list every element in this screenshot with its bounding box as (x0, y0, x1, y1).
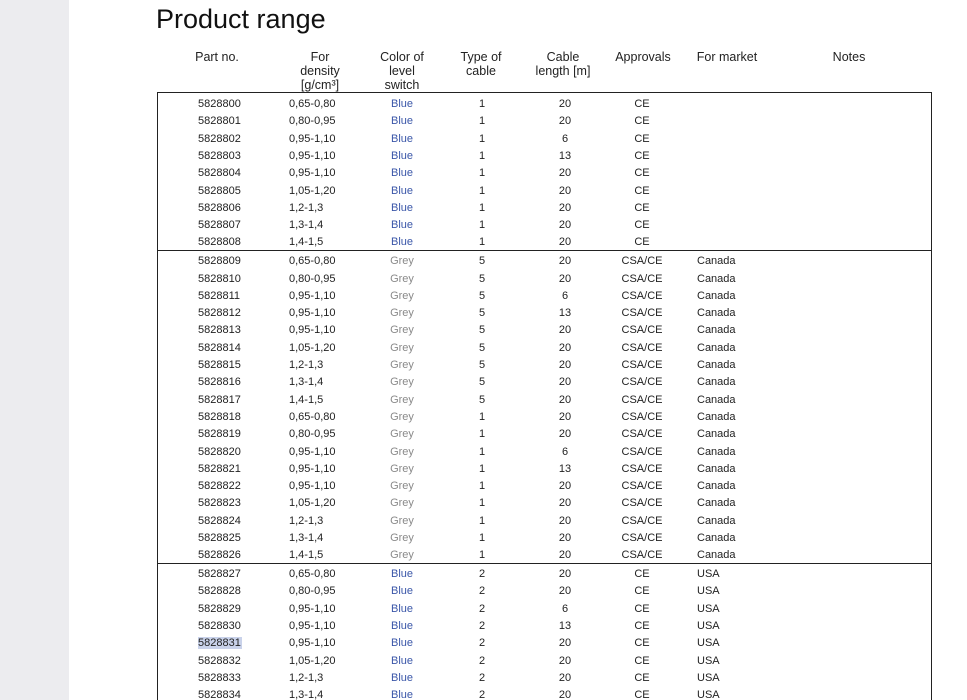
part-number-cell: 5828821 (198, 462, 241, 475)
cable-type-cell: 2 (478, 585, 486, 598)
cable-type-cell: 1 (478, 549, 486, 562)
cable-length-cell: 20 (558, 115, 572, 128)
density-cell: 1,05-1,20 (289, 341, 336, 354)
cable-type-cell: 2 (478, 568, 486, 581)
header-cable-length: Cable length [m] (535, 50, 591, 78)
approvals-cell: CE (634, 654, 650, 667)
market-cell: Canada (697, 307, 736, 320)
cable-length-cell: 20 (558, 671, 572, 684)
market-cell: Canada (697, 549, 736, 562)
cable-length-cell: 20 (558, 201, 572, 214)
cable-length-cell: 20 (558, 236, 572, 249)
approvals-cell: CE (634, 132, 650, 145)
cable-length-cell: 20 (558, 532, 572, 544)
cable-length-cell: 20 (558, 514, 572, 527)
market-cell: Canada (697, 359, 736, 371)
color-cell: Grey (390, 393, 414, 406)
part-number-cell: 5828834 (198, 689, 241, 700)
part-number-cell: 5828823 (198, 497, 241, 510)
density-cell: 1,4-1,5 (289, 393, 324, 406)
cable-length-cell: 20 (558, 255, 572, 268)
cable-length-cell: 20 (558, 184, 572, 197)
header-notes: Notes (832, 50, 866, 64)
density-cell: 1,2-1,3 (289, 201, 324, 214)
color-cell: Grey (390, 376, 414, 389)
density-cell: 1,05-1,20 (289, 184, 336, 197)
approvals-cell: CSA/CE (621, 480, 663, 493)
cable-type-cell: 5 (478, 307, 486, 320)
part-number-cell: 5828803 (198, 149, 241, 162)
table-row (158, 565, 931, 582)
density-cell: 0,65-0,80 (289, 568, 336, 581)
cable-type-cell: 1 (478, 115, 486, 128)
table-row (158, 652, 931, 669)
approvals-cell: CSA/CE (621, 324, 663, 337)
density-cell: 1,05-1,20 (289, 654, 336, 667)
density-cell: 0,95-1,10 (289, 620, 336, 632)
table-row (158, 686, 931, 700)
cable-type-cell: 1 (478, 184, 486, 197)
market-cell: Canada (697, 255, 736, 268)
table-row (158, 164, 931, 181)
part-number-cell: 5828833 (198, 671, 241, 684)
cable-type-cell: 5 (478, 289, 486, 302)
table-row (158, 182, 931, 199)
cable-type-cell: 1 (478, 410, 486, 423)
table-row (158, 356, 931, 373)
market-cell: USA (697, 585, 720, 598)
cable-length-cell: 20 (558, 393, 572, 406)
table-row (158, 669, 931, 686)
table-row (158, 147, 931, 164)
part-number-cell: 5828800 (198, 98, 241, 110)
table-row (158, 443, 931, 460)
color-cell: Blue (390, 671, 414, 684)
approvals-cell: CE (634, 167, 650, 180)
approvals-cell: CE (634, 689, 650, 700)
cable-length-cell: 20 (558, 272, 572, 285)
cable-length-cell: 20 (558, 324, 572, 337)
approvals-cell: CE (634, 236, 650, 249)
cable-length-cell: 6 (561, 602, 569, 615)
color-cell: Blue (390, 236, 414, 249)
color-cell: Grey (390, 497, 414, 510)
cable-type-cell: 2 (478, 689, 486, 700)
cable-length-cell: 20 (558, 359, 572, 371)
part-number-cell: 5828824 (198, 514, 241, 527)
approvals-cell: CSA/CE (621, 255, 663, 268)
table-row (158, 373, 931, 390)
density-cell: 0,95-1,10 (289, 602, 336, 615)
cable-type-cell: 2 (478, 602, 486, 615)
density-cell: 1,05-1,20 (289, 497, 336, 510)
part-number-cell: 5828814 (198, 341, 241, 354)
cable-length-cell: 13 (558, 307, 572, 320)
density-cell: 0,80-0,95 (289, 115, 336, 128)
color-cell: Grey (390, 324, 414, 337)
part-number-cell: 5828805 (198, 184, 241, 197)
color-cell: Grey (390, 480, 414, 493)
part-number-cell: 5828828 (198, 585, 241, 598)
cable-length-cell: 20 (558, 428, 572, 441)
table-row (158, 287, 931, 304)
cable-type-cell: 5 (478, 376, 486, 389)
market-cell: Canada (697, 532, 736, 544)
header-density: For density [g/cm³] (300, 50, 340, 92)
part-number-cell: 5828826 (198, 549, 241, 562)
market-cell: Canada (697, 428, 736, 441)
market-cell: Canada (697, 497, 736, 510)
cable-type-cell: 2 (478, 620, 486, 632)
header-color: Color of level switch (380, 50, 424, 92)
cable-type-cell: 1 (478, 132, 486, 145)
density-cell: 1,3-1,4 (289, 219, 324, 232)
table-row (158, 321, 931, 338)
market-cell: USA (697, 602, 720, 615)
market-cell: Canada (697, 272, 736, 285)
density-cell: 0,65-0,80 (289, 98, 336, 110)
color-cell: Grey (390, 255, 414, 268)
part-number-cell: 5828807 (198, 219, 241, 232)
density-cell: 0,95-1,10 (289, 480, 336, 493)
table-row (158, 582, 931, 599)
color-cell: Grey (390, 428, 414, 441)
part-number-cell: 5828813 (198, 324, 241, 337)
part-number-cell: 5828804 (198, 167, 241, 180)
approvals-cell: CE (634, 671, 650, 684)
approvals-cell: CE (634, 585, 650, 598)
part-number-cell: 5828809 (198, 255, 241, 268)
part-number-cell: 5828802 (198, 132, 241, 145)
cable-length-cell: 13 (558, 462, 572, 475)
color-cell: Blue (390, 585, 414, 598)
color-cell: Grey (390, 359, 414, 371)
part-number-cell: 5828820 (198, 445, 241, 458)
approvals-cell: CSA/CE (621, 307, 663, 320)
table-row (158, 600, 931, 617)
cable-length-cell: 20 (558, 167, 572, 180)
approvals-cell: CSA/CE (621, 272, 663, 285)
cable-length-cell: 13 (558, 620, 572, 632)
market-cell: Canada (697, 514, 736, 527)
cable-type-cell: 5 (478, 324, 486, 337)
table-row (158, 130, 931, 147)
density-cell: 0,95-1,10 (289, 307, 336, 320)
color-cell: Blue (390, 98, 414, 110)
table-row (158, 460, 931, 477)
part-number-cell: 5828829 (198, 602, 241, 615)
cable-type-cell: 1 (478, 514, 486, 527)
cable-type-cell: 1 (478, 236, 486, 249)
part-number-cell: 5828801 (198, 115, 241, 128)
market-cell: Canada (697, 289, 736, 302)
approvals-cell: CSA/CE (621, 497, 663, 510)
color-cell: Blue (390, 568, 414, 581)
cable-type-cell: 5 (478, 255, 486, 268)
cable-type-cell: 1 (478, 445, 486, 458)
color-cell: Grey (390, 410, 414, 423)
table-row (158, 634, 931, 651)
approvals-cell: CSA/CE (621, 376, 663, 389)
approvals-cell: CE (634, 637, 650, 650)
approvals-cell: CE (634, 620, 650, 632)
cable-type-cell: 1 (478, 497, 486, 510)
cable-length-cell: 20 (558, 654, 572, 667)
header-market: For market (696, 50, 758, 64)
table-row (158, 408, 931, 425)
approvals-cell: CSA/CE (621, 549, 663, 562)
color-cell: Blue (390, 184, 414, 197)
approvals-cell: CSA/CE (621, 341, 663, 354)
cable-length-cell: 20 (558, 376, 572, 389)
density-cell: 0,95-1,10 (289, 462, 336, 475)
table-row (158, 216, 931, 233)
approvals-cell: CE (634, 115, 650, 128)
approvals-cell: CE (634, 184, 650, 197)
table-row (158, 304, 931, 321)
approvals-cell: CSA/CE (621, 393, 663, 406)
table-row (158, 339, 931, 356)
density-cell: 0,95-1,10 (289, 167, 336, 180)
part-number-cell: 5828819 (198, 428, 241, 441)
table-row (158, 529, 931, 546)
cable-length-cell: 20 (558, 585, 572, 598)
density-cell: 0,95-1,10 (289, 445, 336, 458)
part-number-cell: 5828827 (198, 568, 241, 581)
color-cell: Blue (390, 219, 414, 232)
selected-part-number-cell: 5828831 (198, 637, 241, 650)
table-row (158, 95, 931, 112)
density-cell: 0,80-0,95 (289, 585, 336, 598)
density-cell: 1,4-1,5 (289, 236, 324, 249)
table-row (158, 391, 931, 408)
part-number-cell: 5828832 (198, 654, 241, 667)
part-number-cell: 5828811 (198, 289, 241, 302)
approvals-cell: CSA/CE (621, 462, 663, 475)
color-cell: Blue (390, 689, 414, 700)
density-cell: 1,2-1,3 (289, 359, 324, 371)
density-cell: 0,65-0,80 (289, 410, 336, 423)
market-cell: Canada (697, 393, 736, 406)
cable-length-cell: 20 (558, 98, 572, 110)
market-cell: Canada (697, 324, 736, 337)
approvals-cell: CSA/CE (621, 445, 663, 458)
approvals-cell: CSA/CE (621, 514, 663, 527)
part-number-cell: 5828806 (198, 201, 241, 214)
market-cell: Canada (697, 376, 736, 389)
cable-type-cell: 1 (478, 532, 486, 544)
density-cell: 0,65-0,80 (289, 255, 336, 268)
cable-type-cell: 1 (478, 98, 486, 110)
density-cell: 0,80-0,95 (289, 428, 336, 441)
density-cell: 0,95-1,10 (289, 132, 336, 145)
color-cell: Blue (390, 115, 414, 128)
market-cell: USA (697, 689, 720, 700)
product-table (157, 92, 932, 700)
header-part-no: Part no. (195, 50, 239, 64)
market-cell: Canada (697, 410, 736, 423)
cable-type-cell: 5 (478, 393, 486, 406)
table-row (158, 199, 931, 216)
cable-length-cell: 6 (561, 132, 569, 145)
cable-type-cell: 1 (478, 167, 486, 180)
cable-length-cell: 20 (558, 568, 572, 581)
approvals-cell: CE (634, 201, 650, 214)
document-page (69, 0, 967, 700)
cable-length-cell: 20 (558, 410, 572, 423)
density-cell: 0,95-1,10 (289, 149, 336, 162)
table-row (158, 112, 931, 129)
cable-length-cell: 20 (558, 689, 572, 700)
density-cell: 0,80-0,95 (289, 272, 336, 285)
cable-type-cell: 5 (478, 272, 486, 285)
cable-type-cell: 2 (478, 654, 486, 667)
market-cell: Canada (697, 445, 736, 458)
market-cell: USA (697, 620, 720, 632)
market-cell: Canada (697, 462, 736, 475)
cable-type-cell: 2 (478, 671, 486, 684)
approvals-cell: CSA/CE (621, 289, 663, 302)
approvals-cell: CSA/CE (621, 428, 663, 441)
color-cell: Blue (390, 201, 414, 214)
color-cell: Grey (390, 307, 414, 320)
approvals-cell: CE (634, 98, 650, 110)
density-cell: 0,95-1,10 (289, 637, 336, 650)
color-cell: Grey (390, 462, 414, 475)
cable-length-cell: 20 (558, 341, 572, 354)
header-approvals: Approvals (615, 50, 671, 64)
cable-type-cell: 1 (478, 219, 486, 232)
cable-type-cell: 1 (478, 201, 486, 214)
market-cell: USA (697, 568, 720, 581)
color-cell: Grey (390, 289, 414, 302)
density-cell: 1,3-1,4 (289, 689, 324, 700)
cable-type-cell: 5 (478, 341, 486, 354)
part-number-cell: 5828817 (198, 393, 241, 406)
market-cell: Canada (697, 341, 736, 354)
color-cell: Grey (390, 549, 414, 562)
part-number-cell: 5828812 (198, 307, 241, 320)
cable-length-cell: 20 (558, 637, 572, 650)
cable-length-cell: 20 (558, 497, 572, 510)
color-cell: Blue (390, 167, 414, 180)
approvals-cell: CE (634, 149, 650, 162)
color-cell: Blue (390, 654, 414, 667)
part-number-cell: 5828818 (198, 410, 241, 423)
table-row (158, 477, 931, 494)
density-cell: 1,3-1,4 (289, 532, 324, 544)
header-cable-type: Type of cable (460, 50, 502, 78)
density-cell: 1,4-1,5 (289, 549, 324, 562)
part-number-cell: 5828808 (198, 236, 241, 249)
part-number-cell: 5828816 (198, 376, 241, 389)
market-cell: USA (697, 671, 720, 684)
cable-type-cell: 5 (478, 359, 486, 371)
cable-type-cell: 2 (478, 637, 486, 650)
table-row (158, 512, 931, 529)
part-number-cell: 5828815 (198, 359, 241, 371)
density-cell: 0,95-1,10 (289, 324, 336, 337)
cable-length-cell: 20 (558, 219, 572, 232)
part-number-cell: 5828822 (198, 480, 241, 493)
density-cell: 1,2-1,3 (289, 514, 324, 527)
approvals-cell: CE (634, 568, 650, 581)
approvals-cell: CSA/CE (621, 410, 663, 423)
approvals-cell: CSA/CE (621, 532, 663, 544)
table-row (158, 494, 931, 511)
approvals-cell: CSA/CE (621, 359, 663, 371)
cable-type-cell: 1 (478, 428, 486, 441)
color-cell: Grey (390, 514, 414, 527)
market-cell: USA (697, 637, 720, 650)
cable-type-cell: 1 (478, 462, 486, 475)
part-number-cell: 5828810 (198, 272, 241, 285)
page-title: Product range (156, 4, 326, 34)
part-number-cell: 5828830 (198, 620, 241, 632)
color-cell: Grey (390, 341, 414, 354)
color-cell: Blue (390, 620, 414, 632)
cable-length-cell: 6 (561, 445, 569, 458)
approvals-cell: CE (634, 219, 650, 232)
table-row (158, 233, 931, 250)
table-row (158, 425, 931, 442)
color-cell: Grey (390, 445, 414, 458)
cable-length-cell: 20 (558, 549, 572, 562)
cable-length-cell: 6 (561, 289, 569, 302)
table-row (158, 270, 931, 287)
color-cell: Grey (390, 532, 414, 544)
cable-type-cell: 1 (478, 480, 486, 493)
density-cell: 0,95-1,10 (289, 289, 336, 302)
part-number-cell: 5828825 (198, 532, 241, 544)
cable-length-cell: 20 (558, 480, 572, 493)
density-cell: 1,3-1,4 (289, 376, 324, 389)
cable-length-cell: 13 (558, 149, 572, 162)
approvals-cell: CE (634, 602, 650, 615)
color-cell: Blue (390, 132, 414, 145)
table-row (158, 252, 931, 269)
table-row (158, 546, 931, 563)
market-cell: Canada (697, 480, 736, 493)
density-cell: 1,2-1,3 (289, 671, 324, 684)
table-row (158, 617, 931, 634)
color-cell: Blue (390, 602, 414, 615)
market-cell: USA (697, 654, 720, 667)
color-cell: Blue (390, 149, 414, 162)
cable-type-cell: 1 (478, 149, 486, 162)
color-cell: Grey (390, 272, 414, 285)
color-cell: Blue (390, 637, 414, 650)
